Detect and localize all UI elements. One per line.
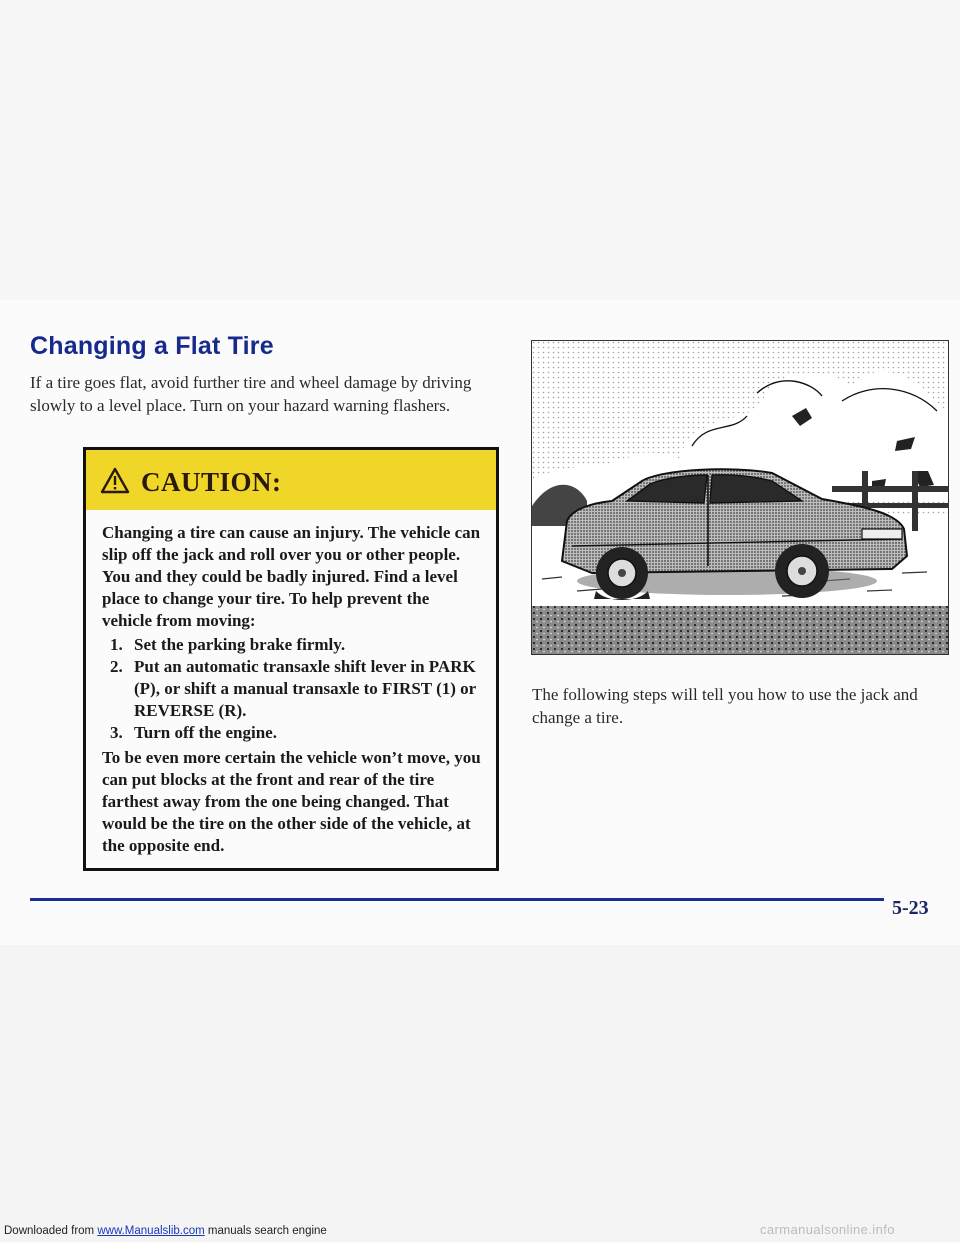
- caution-label: CAUTION:: [141, 467, 282, 497]
- caution-box: [83, 447, 499, 871]
- list-item: [110, 722, 480, 744]
- caution-paragraph-2: To be even more certain the vehicle won’t move, you can put blocks at the front and rear of the tire farthest away from the one being changed. That would be the tire on the other side of the vehicle, at the opposite end.: [102, 748, 481, 855]
- intro-paragraph: If a tire goes flat, avoid further tire and wheel damage by driving slowly to a level place. Turn on your hazard warning flashers.: [30, 373, 472, 415]
- step-text: Put an automatic transaxle shift lever in PARK (P), or shift a manual transaxle to FIRST (1) or REVERSE (R).: [134, 657, 476, 720]
- caution-paragraph-1: Changing a tire can cause an injury. The vehicle can slip off the jack and roll over you or other people. You and they could be badly injured. Find a level place to change your tire. To help prevent the vehicle from moving:: [102, 523, 481, 630]
- manualslib-link[interactable]: www.Manualslib.com: [97, 1225, 205, 1237]
- section-title: Changing a Flat Tire: [30, 332, 274, 360]
- following-steps-text: The following steps will tell you how to use the jack and change a tire.: [532, 685, 918, 727]
- car-illustration-drawing: [532, 341, 948, 654]
- footer-prefix: Downloaded from: [4, 1225, 98, 1237]
- page-rule: [30, 898, 925, 901]
- page-bottom-margin: [0, 945, 960, 1242]
- car-with-flat-tire-illustration: [531, 340, 949, 655]
- step-number: 2.: [110, 657, 123, 676]
- warning-triangle-icon: [100, 467, 130, 494]
- list-item: [110, 634, 480, 656]
- page-top-margin: [0, 0, 960, 300]
- caution-header: [86, 450, 496, 510]
- step-text: Set the parking brake firmly.: [134, 635, 346, 654]
- caution-steps: [110, 634, 480, 744]
- download-footer: [4, 1225, 327, 1237]
- step-number: 1.: [110, 635, 123, 654]
- step-number: 3.: [110, 723, 123, 742]
- list-item: [110, 656, 480, 722]
- watermark: carmanualsonline.info: [760, 1222, 895, 1237]
- step-text: Turn off the engine.: [134, 723, 277, 742]
- page-number: 5-23: [884, 897, 929, 920]
- footer-suffix: manuals search engine: [204, 1225, 327, 1237]
